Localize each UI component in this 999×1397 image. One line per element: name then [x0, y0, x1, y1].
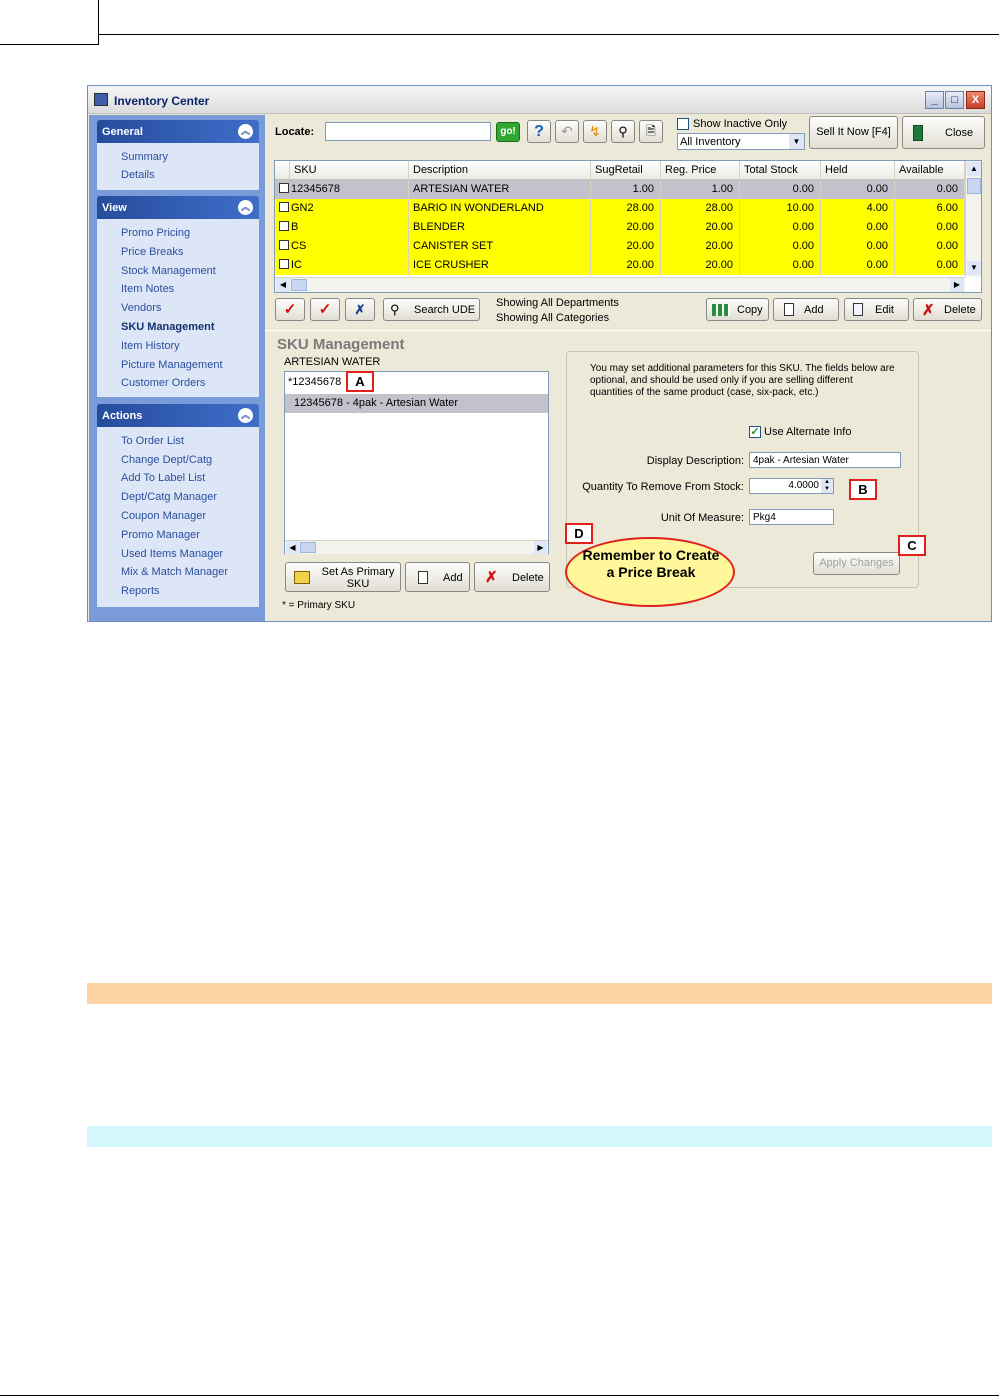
use-alternate-info-checkbox[interactable]: ✓ [750, 426, 760, 438]
quantity-label: Quantity To Remove From Stock: [582, 481, 744, 493]
panel-header-general[interactable] [97, 120, 259, 143]
apply-changes-button[interactable]: Apply Changes [813, 552, 900, 575]
sidebar-item-dept-catg-manager[interactable]: Dept/Catg Manager [121, 491, 217, 503]
cell-held: 4.00 [821, 199, 895, 218]
sidebar-item-customer-orders[interactable]: Customer Orders [121, 377, 206, 389]
panel-header-view[interactable] [97, 196, 259, 219]
show-inactive-label: Show Inactive Only [693, 118, 788, 130]
column-header-description[interactable]: Description [409, 161, 591, 180]
cell-held: 0.00 [821, 256, 895, 275]
column-header-available[interactable]: Available [895, 161, 965, 180]
horizontal-scrollbar[interactable] [275, 277, 965, 292]
item-name: ARTESIAN WATER [284, 356, 381, 368]
cell-sugretail: 1.00 [591, 180, 661, 199]
sidebar-item-add-to-label-list[interactable]: Add To Label List [121, 472, 206, 484]
cell-sugretail: 20.00 [591, 237, 661, 256]
search-ude-button[interactable] [383, 298, 480, 321]
scroll-left-icon[interactable]: ◀ [276, 278, 290, 292]
table-row[interactable] [275, 256, 965, 275]
sidebar-item-reports[interactable]: Reports [121, 585, 160, 597]
orange-band [87, 983, 992, 1004]
cell-reg-price: 20.00 [661, 218, 740, 237]
cell-reg-price: 28.00 [661, 199, 740, 218]
row-checkbox[interactable] [279, 240, 289, 250]
cell-total-stock: 0.00 [740, 218, 821, 237]
column-header-held[interactable]: Held [821, 161, 895, 180]
cell-reg-price: 1.00 [661, 180, 740, 199]
sidebar-item-promo-pricing[interactable]: Promo Pricing [121, 227, 191, 239]
show-inactive-checkbox[interactable] [677, 118, 689, 130]
locate-bar [265, 115, 991, 153]
scroll-down-icon[interactable]: ▼ [967, 261, 981, 275]
chevron-down-icon[interactable]: ▼ [789, 134, 804, 149]
collapse-icon[interactable]: ︽ [238, 124, 253, 139]
scroll-right-icon[interactable]: ▶ [534, 541, 547, 554]
showing-departments-text: Showing All Departments [496, 297, 619, 309]
cell-sugretail: 20.00 [591, 218, 661, 237]
set-primary-label: Set As Primary SKU [321, 566, 395, 590]
row-checkbox[interactable] [279, 202, 289, 212]
document-search-icon[interactable]: 🗎 [639, 120, 663, 143]
scroll-thumb[interactable] [291, 279, 307, 291]
cell-available: 0.00 [895, 180, 965, 199]
refresh-icon[interactable]: ↯ [583, 120, 607, 143]
inventory-grid [274, 160, 982, 293]
cell-description: BLENDER [409, 218, 591, 237]
cell-sku: GN2 [291, 202, 314, 214]
sku-list [284, 371, 549, 554]
sidebar-item-summary[interactable]: Summary [121, 151, 169, 163]
cell-description: BARIO IN WONDERLAND [409, 199, 591, 218]
cyan-band [87, 1126, 992, 1147]
edit-button[interactable] [844, 298, 909, 321]
delete-button[interactable] [913, 298, 982, 321]
sidebar-item-promo-manager[interactable]: Promo Manager [121, 529, 200, 541]
sku-management-section [265, 330, 991, 621]
cell-sku: IC [291, 259, 302, 271]
cell-sugretail: 28.00 [591, 199, 661, 218]
cell-total-stock: 0.00 [740, 180, 821, 199]
sidebar-item-sku-management[interactable]: SKU Management [121, 321, 215, 333]
scroll-left-icon[interactable]: ◀ [286, 541, 299, 554]
inventory-select-value: All Inventory [680, 136, 741, 148]
panel-body-view [97, 219, 259, 397]
sidebar-item-item-notes[interactable]: Item Notes [121, 283, 175, 295]
column-header-total-stock[interactable]: Total Stock [740, 161, 821, 180]
delete-icon: ✗ [922, 302, 935, 319]
inventory-center-window [87, 85, 992, 622]
section-heading: SKU Management [277, 336, 405, 353]
primary-sku-footnote: * = Primary SKU [282, 600, 356, 611]
sku-delete-label: Delete [512, 572, 544, 584]
row-checkbox[interactable] [279, 259, 289, 269]
locate-input[interactable] [325, 122, 491, 141]
cell-available: 0.00 [895, 218, 965, 237]
sidebar-item-price-breaks[interactable]: Price Breaks [121, 246, 184, 258]
search-ude-label: Search UDE [414, 304, 476, 316]
sku-delete-button[interactable] [474, 562, 550, 592]
list-item[interactable]: *12345678 [288, 376, 342, 388]
price-break-note: Remember to Create a Price Break [582, 547, 720, 580]
sidebar-item-stock-management[interactable]: Stock Management [121, 265, 216, 277]
table-row[interactable] [275, 180, 965, 199]
primary-icon [294, 571, 310, 584]
column-header-sugretail[interactable]: SugRetail [591, 161, 661, 180]
maximize-button[interactable]: □ [945, 91, 964, 109]
cell-available: 0.00 [895, 256, 965, 275]
column-header-reg-price[interactable]: Reg. Price [661, 161, 740, 180]
spinner-icon[interactable]: ▲ ▼ [821, 479, 833, 493]
sidebar-item-change-dept-catg[interactable]: Change Dept/Catg [121, 454, 213, 466]
back-arrow-icon[interactable]: ↶ [555, 120, 579, 143]
add-label: Add [804, 304, 824, 316]
scroll-right-icon[interactable]: ▶ [950, 278, 964, 292]
scroll-thumb[interactable] [300, 542, 316, 553]
section-divider [265, 330, 991, 331]
cell-description: ARTESIAN WATER [409, 180, 591, 199]
unit-of-measure-input[interactable] [749, 509, 834, 525]
grid-header [275, 161, 965, 180]
sell-it-now-button[interactable]: Sell It Now [F4] [809, 116, 898, 149]
go-button[interactable]: go! [496, 122, 520, 142]
close-window-button[interactable]: X [966, 91, 985, 109]
minimize-button[interactable]: _ [925, 91, 944, 109]
cell-description: CANISTER SET [409, 237, 591, 256]
app-icon [94, 93, 108, 106]
cell-total-stock: 10.00 [740, 199, 821, 218]
delete-label: Delete [944, 304, 976, 316]
window-title: Inventory Center [114, 94, 210, 108]
cell-available: 0.00 [895, 237, 965, 256]
edit-label: Edit [875, 304, 894, 316]
cell-total-stock: 0.00 [740, 237, 821, 256]
page-bottom-rule [0, 1395, 999, 1396]
sku-add-label: Add [443, 572, 463, 584]
main-panel [265, 115, 991, 621]
scroll-thumb[interactable] [967, 178, 981, 194]
cell-total-stock: 0.00 [740, 256, 821, 275]
sidebar-item-used-items-manager[interactable]: Used Items Manager [121, 548, 224, 560]
use-alternate-info-label: Use Alternate Info [764, 426, 852, 438]
table-row[interactable] [275, 218, 965, 237]
cell-sku: 12345678 [291, 183, 340, 195]
page-icon [418, 571, 428, 584]
callout-c: C [898, 535, 926, 556]
copy-button[interactable] [706, 298, 769, 321]
panel-title: General [102, 126, 143, 138]
cell-sku: CS [291, 240, 307, 252]
panel-title: View [102, 202, 127, 214]
door-icon [913, 125, 923, 141]
header-spacer [275, 161, 290, 180]
column-header-sku[interactable]: SKU [290, 161, 409, 180]
page-corner-box [0, 0, 99, 45]
page-top-rule [99, 34, 999, 35]
title-bar [88, 86, 991, 114]
row-checkbox[interactable] [279, 183, 289, 193]
edit-page-icon [853, 303, 863, 316]
table-row[interactable] [275, 237, 965, 256]
check-all-icon[interactable]: ✓ [275, 298, 305, 321]
sidebar-item-item-history[interactable]: Item History [121, 340, 180, 352]
set-as-primary-sku-button[interactable] [285, 562, 401, 592]
callout-a: A [346, 371, 374, 392]
cell-reg-price: 20.00 [661, 256, 740, 275]
list-item[interactable]: 12345678 - 4pak - Artesian Water [285, 394, 548, 413]
horizontal-scrollbar[interactable] [285, 540, 548, 554]
cell-sugretail: 20.00 [591, 256, 661, 275]
cell-available: 6.00 [895, 199, 965, 218]
collapse-icon[interactable]: ︽ [238, 408, 253, 423]
quantity-value: 4.0000 [788, 480, 819, 491]
sidebar-item-coupon-manager[interactable]: Coupon Manager [121, 510, 207, 522]
sku-info-text: You may set additional parameters for this SKU. The fields below are optional, and should be used only if you are selling different quantities of the same product (case, six-pack, etc.) [590, 363, 895, 398]
vertical-scrollbar[interactable] [965, 161, 981, 277]
sidebar-item-picture-management[interactable]: Picture Management [121, 359, 223, 371]
delete-icon: ✗ [485, 569, 498, 586]
sidebar-item-details[interactable]: Details [121, 169, 155, 181]
unit-of-measure-label: Unit Of Measure: [660, 512, 744, 524]
inventory-select[interactable] [677, 133, 805, 150]
panel-body-actions [97, 427, 259, 607]
showing-categories-text: Showing All Categories [496, 312, 610, 324]
table-row[interactable] [275, 199, 965, 218]
binoculars-icon[interactable]: ⚲ [611, 120, 635, 143]
display-description-input[interactable] [749, 452, 901, 468]
cell-reg-price: 20.00 [661, 237, 740, 256]
collapse-icon[interactable]: ︽ [238, 200, 253, 215]
sidebar [89, 115, 265, 621]
price-break-note-bubble [565, 537, 735, 607]
close-button-label: Close [945, 127, 974, 139]
close-button[interactable] [902, 116, 985, 149]
sidebar-item-to-order-list[interactable]: To Order List [121, 435, 184, 447]
copy-label: Copy [737, 304, 763, 316]
display-description-label: Display Description: [646, 455, 744, 467]
sku-add-button[interactable] [405, 562, 470, 592]
page-icon [784, 303, 794, 316]
cell-description: ICE CRUSHER [409, 256, 591, 275]
cell-held: 0.00 [821, 180, 895, 199]
panel-header-actions[interactable] [97, 404, 259, 427]
locate-label: Locate: [275, 126, 315, 138]
binoculars-icon: ⚲ [390, 302, 400, 317]
grid-icon [712, 304, 730, 316]
cell-held: 0.00 [821, 218, 895, 237]
row-checkbox[interactable] [279, 221, 289, 231]
help-icon[interactable]: ? [527, 120, 551, 143]
panel-title: Actions [102, 410, 143, 422]
callout-d: D [565, 523, 593, 544]
add-button[interactable] [773, 298, 839, 321]
check-selected-icon[interactable]: ✓ [310, 298, 340, 321]
uncheck-all-icon[interactable]: ✗ [345, 298, 375, 321]
sidebar-item-vendors[interactable]: Vendors [121, 302, 162, 314]
cell-held: 0.00 [821, 237, 895, 256]
callout-b: B [849, 479, 877, 500]
cell-sku: B [291, 221, 299, 233]
sidebar-item-mix-match-manager[interactable]: Mix & Match Manager [121, 566, 228, 578]
quantity-stepper[interactable] [749, 478, 834, 494]
panel-body-general [97, 143, 259, 190]
scroll-up-icon[interactable]: ▲ [967, 162, 981, 176]
